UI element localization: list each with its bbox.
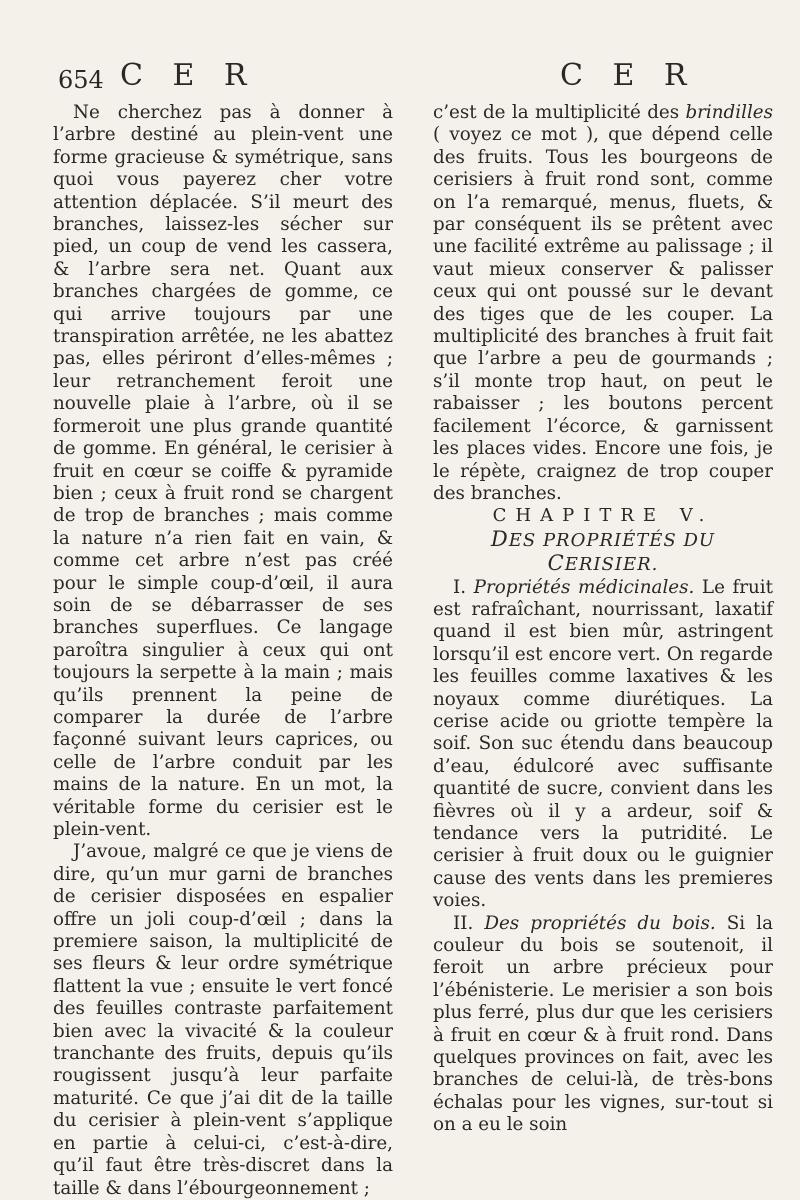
paragraph: J’avoue, malgré ce que je viens de dire, qu’un mur garni de branches de cerisier disposées en espalier offre un joli coup-d’œil ; dans la premiere saison, la multiplicité de ses fleurs & leur ordre symétrique flattent la vue ; ensuite le vert foncé des feuilles contraste parfaitement bien avec la vivacité & la couleur tranchante des fruits, depuis qu’ils rougissent jusqu’à leur parfaite maturité. Ce que j’ai dit de la taille du cerisier à plein-vent s’applique en partie à celui-ci, c’est-à-dire, qu’il faut être très-discret dans la taille & dans l’ébourgeonnement ; — [53, 841, 393, 1199]
paragraph: Ne cherchez pas à donner à l’arbre destiné au plein-vent une forme gracieuse & symétrique, sans quoi vous payerez cher votre attention déplacée. S’il meurt des branches, laissez-les sécher sur pied, un coup de vend les cassera, & l’arbre sera net. Quant aux branches chargées de gomme, ce qui arrive toujours par une transpiration arrêtée, ne les abattez pas, elles périront d’elles-mêmes ; leur retranchement feroit une nouvelle plaie à l’arbre, où il se formeroit une plus grande quantité de gomme. En général, le cerisier à fruit en cœur se coiffe & pyramide bien ; ceux à fruit rond se chargent de trop de branches ; mais comme la nature n’a rien fait en vain, & comme cet arbre n’est pas créé pour le simple coup-d’œil, il aura soin de se débarrasser de ses branches superflues. Ce langage paroîtra singulier à ceux qui ont toujours la serpette à la main ; mais qu’ils prennent la peine de comparer la durée de l’arbre façonné suivant leurs caprices, ou celle de l’arbre conduit par les mains de la nature. En un mot, la véritable forme du cerisier est le plein-vent. — [53, 102, 393, 840]
right-column — [433, 102, 773, 1137]
subtitle-capital: D — [490, 526, 509, 551]
italic-term: brindilles — [685, 102, 773, 123]
section-number: II. — [453, 912, 485, 934]
section-number: I. — [453, 576, 474, 598]
section-title: Des propriétés du bois. — [484, 912, 716, 934]
page-number: 654 — [58, 66, 104, 94]
section-title: Propriétés médicinales. — [473, 576, 695, 598]
text-run: c’est de la multiplicité des — [433, 102, 686, 123]
chapter-heading: CHAPITRE V. — [492, 505, 714, 527]
subtitle-capital: C — [547, 551, 565, 576]
paragraph — [433, 913, 773, 1137]
paragraph-continued — [433, 102, 773, 505]
text-run: ( voyez ce mot ), que dépend celle des fruits. Tous les bourgeons de cerisiers à fruit rond sont, comme on l’a remarqué, menus, fluets, & par conséquent ils se prêtent avec une facilité extrême au palissage ; il vaut mieux conserver & palisser ceux qui ont poussé sur le devant des tiges que de les couper. La multiplicité des branches à fruit fait que l’arbre a peu de gourmands ; s’il monte trop haut, on peut le rabaisser ; les boutons percent facilement l’écorce, & garnissent les places vides. Encore une fois, je le répète, craignez de trop couper des branches. — [433, 124, 773, 504]
subtitle-text: ES PROPRIÉTÉS DU — [508, 529, 716, 551]
subtitle-text: ERISIER. — [564, 554, 659, 576]
running-head-left: C E R — [120, 58, 257, 93]
running-head-right: C E R — [560, 58, 697, 93]
left-column — [53, 102, 393, 1200]
paragraph — [433, 577, 773, 913]
text-run: Le fruit est rafraîchant, nourrissant, laxatif quand il est bien mûr, astringent lorsqu’il est encore vert. On regarde les feuilles comme laxatives & les noyaux comme diurétiques. La cerise acide ou griotte tempère la soif. Son suc étendu dans beaucoup d’eau, édulcoré avec suffisante quantité de sucre, convient dans les fièvres où il y a ardeur, soif & tendance vers la putridité. Le cerisier à fruit doux ou le guignier cause des vents dans les premieres voies. — [433, 576, 773, 912]
chapter-subtitle — [433, 528, 773, 577]
text-run: Si la couleur du bois se soutenoit, il feroit un arbre précieux pour l’ébénisterie. Le merisier a son bois plus ferré, plus dur que les cerisiers à fruit en cœur & à fruit rond. Dans quelques provinces on fait, avec les branches de celui-là, de très-bons échalas pour les vignes, sur-tout si on a eu le soin — [433, 912, 773, 1136]
